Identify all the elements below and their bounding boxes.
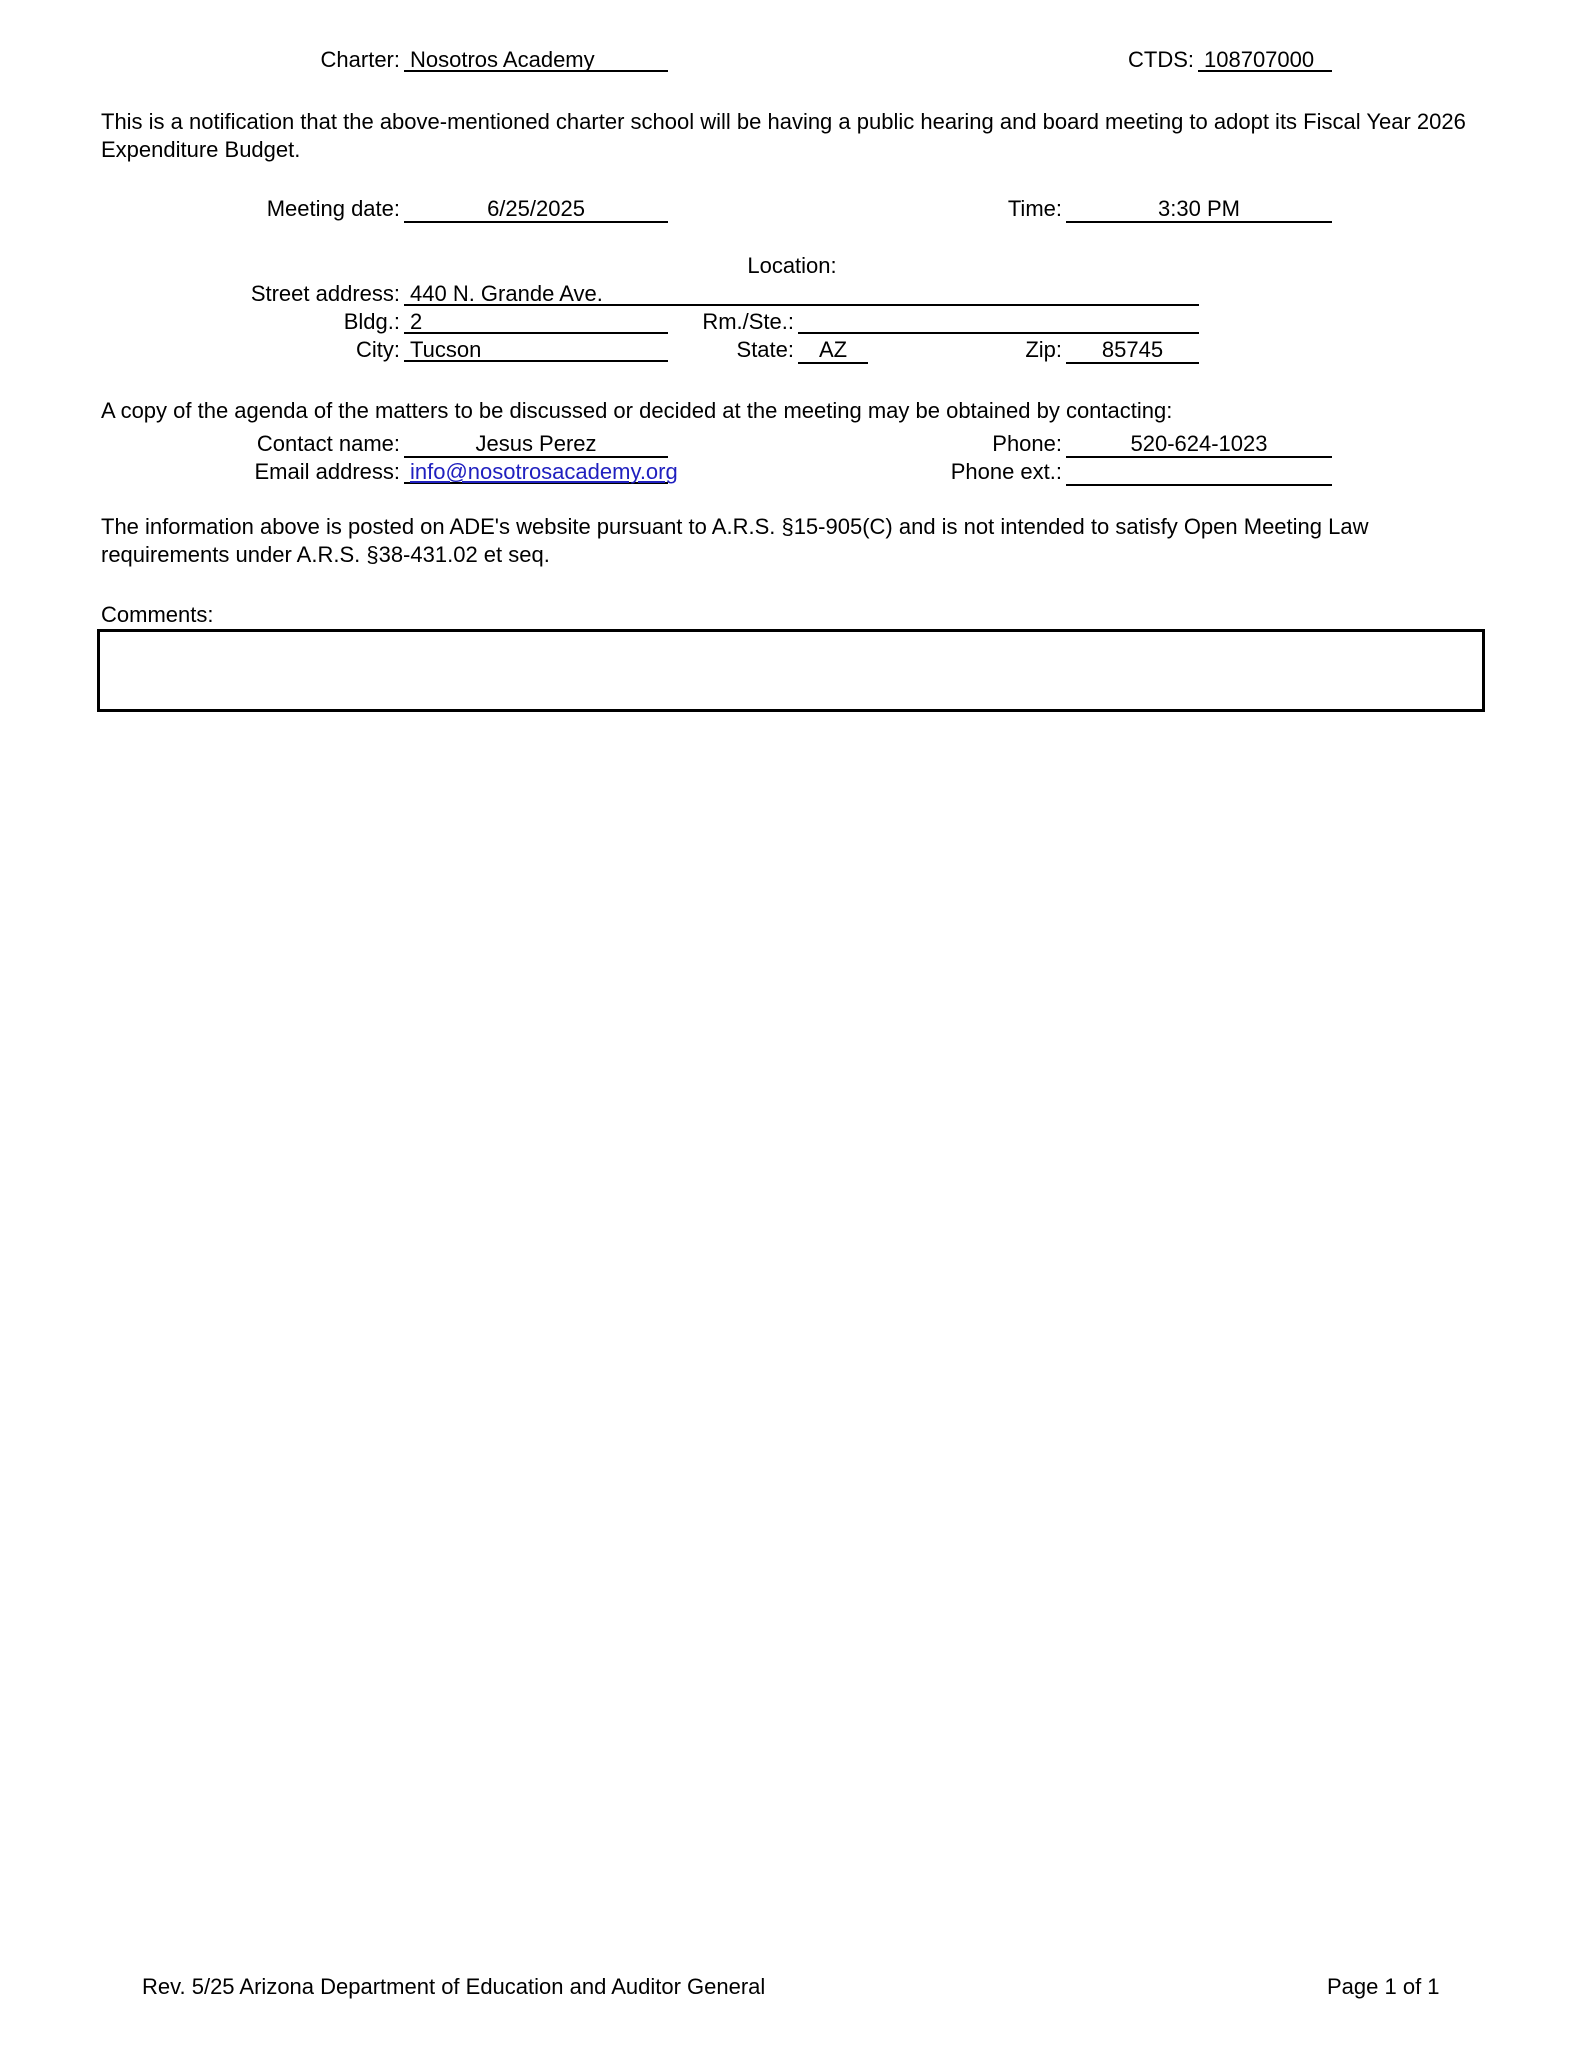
state-label: State:: [736, 337, 794, 362]
charter-field[interactable]: Nosotros Academy: [404, 46, 668, 72]
contact-name-field[interactable]: Jesus Perez: [404, 430, 668, 458]
notice-paragraph: This is a notification that the above-mentioned charter school will be having a public hearing and board meeting to adopt its Fiscal Year 2026 Expenditure Budget.: [101, 109, 1466, 162]
email-field[interactable]: [404, 458, 678, 484]
contact-intro: A copy of the agenda of the matters to be discussed or decided at the meeting may be obtained by contacting:: [101, 398, 1173, 423]
contact-name-label: Contact name:: [256, 431, 400, 456]
charter-label: Charter:: [320, 47, 400, 72]
email-link[interactable]: info@nosotrosacademy.org: [410, 459, 678, 484]
comments-label: Comments:: [101, 602, 214, 627]
bldg-label: Bldg.:: [343, 309, 400, 334]
zip-label: Zip:: [1025, 337, 1062, 362]
meeting-date-label: Meeting date:: [266, 196, 400, 221]
time-label: Time:: [1007, 196, 1062, 221]
disclaimer-paragraph: The information above is posted on ADE's website pursuant to A.R.S. §15-905(C) and is not intended to satisfy Open Meeting Law requirements under A.R.S. §38-431.02 et seq.: [101, 514, 1369, 567]
phone-ext-label: Phone ext.:: [950, 459, 1062, 484]
email-label: Email address:: [254, 459, 400, 484]
page-number: Page 1 of 1: [1327, 1974, 1440, 1999]
footer-revision: Rev. 5/25 Arizona Department of Education and Auditor General: [142, 1974, 766, 1999]
bldg-field[interactable]: 2: [404, 308, 668, 334]
state-field[interactable]: AZ: [798, 336, 868, 364]
time-field[interactable]: 3:30 PM: [1066, 195, 1332, 223]
meeting-date-field[interactable]: 6/25/2025: [404, 195, 668, 223]
phone-ext-field[interactable]: [1066, 458, 1332, 486]
phone-label: Phone:: [992, 431, 1062, 456]
phone-field[interactable]: 520-624-1023: [1066, 430, 1332, 458]
room-suite-field[interactable]: [798, 308, 1199, 334]
room-suite-label: Rm./Ste.:: [702, 309, 794, 334]
location-heading: Location:: [747, 253, 837, 278]
ctds-field[interactable]: 108707000: [1198, 46, 1332, 72]
street-address-label: Street address:: [250, 281, 400, 306]
city-label: City:: [356, 337, 400, 362]
comments-box[interactable]: [97, 629, 1485, 712]
zip-field[interactable]: 85745: [1066, 336, 1199, 364]
city-field[interactable]: Tucson: [404, 336, 668, 362]
street-address-field[interactable]: 440 N. Grande Ave.: [404, 280, 1199, 306]
ctds-label: CTDS:: [1128, 47, 1194, 72]
